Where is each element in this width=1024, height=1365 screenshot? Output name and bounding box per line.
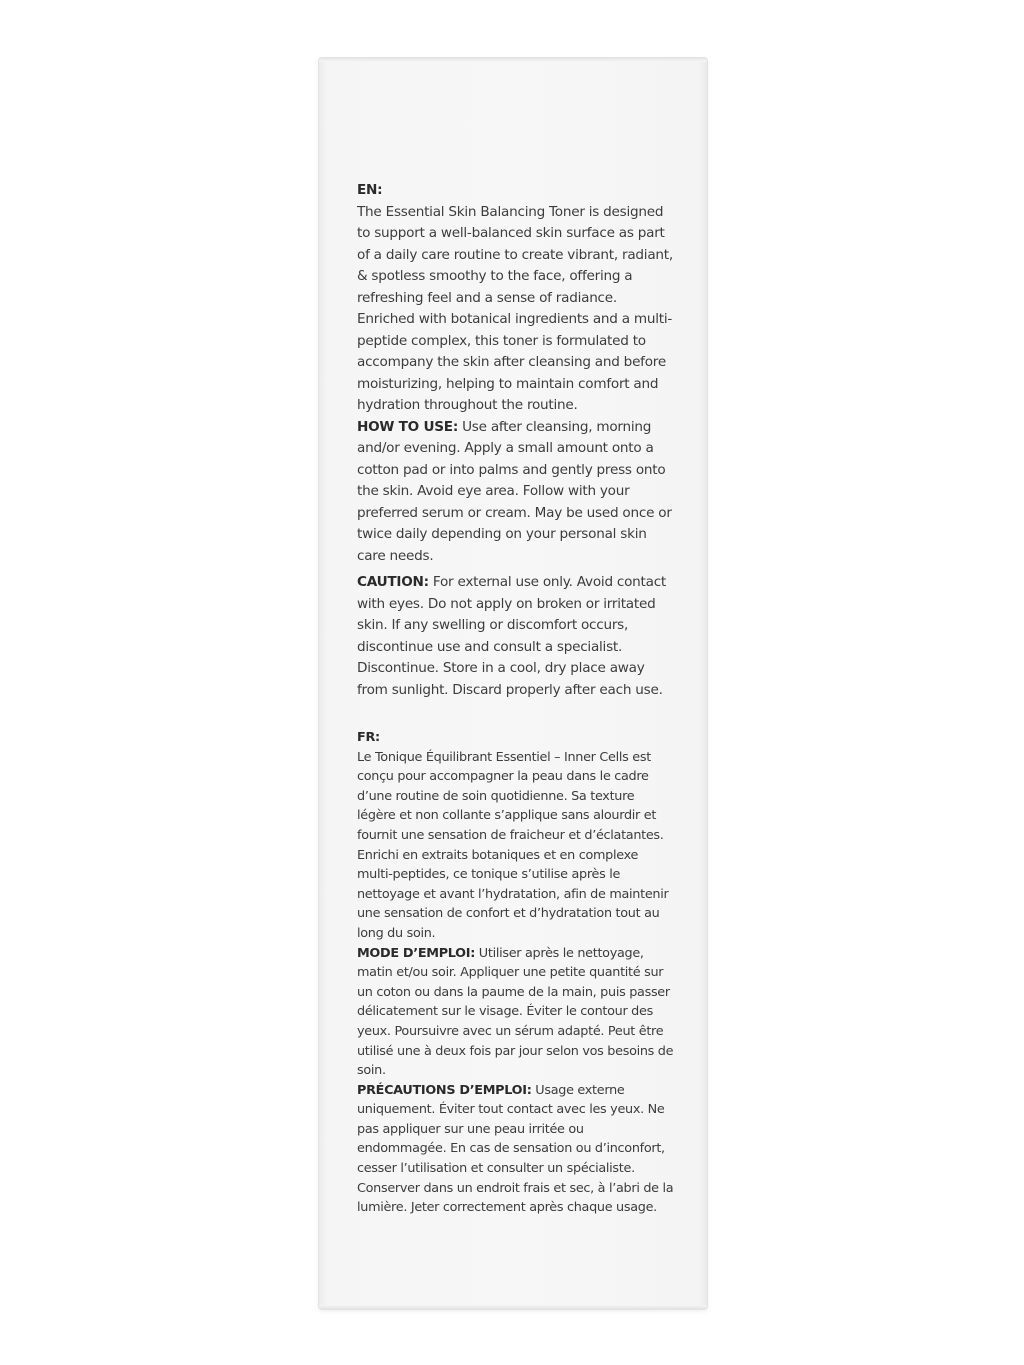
fr-mode-text: Utiliser après le nettoyage, matin et/ou soir. Appliquer une petite quantité sur un coton ou dans la paume de la main, puis passer délicatement sur le visage. Éviter le contour des yeux. Poursuivre avec un sérum adapté. Peut être utilisé une à deux fois par jour selon vos besoins de soin. xyxy=(357,945,674,1079)
french-section xyxy=(357,728,675,1218)
en-caution-label: CAUTION: xyxy=(357,574,429,590)
fr-mode-emploi xyxy=(357,944,675,1081)
en-how-to-use-text: Use after cleansing, morning and/or evening. Apply a small amount onto a cotton pad or into palms and gently press onto the skin. Avoid eye area. Follow with your preferred serum or cream. May be used once or twice daily depending on your personal skin care needs. xyxy=(357,418,672,564)
fr-heading: FR: xyxy=(357,730,380,745)
english-section xyxy=(357,180,675,701)
en-how-to-use-label: HOW TO USE: xyxy=(357,418,459,435)
fr-precautions-text: Usage externe uniquement. Éviter tout contact avec les yeux. Ne pas appliquer sur une peau irritée ou endommagée. En cas de sensation ou d’inconfort, cesser l’utilisation et consulter un spécialiste. Conserver dans un endroit frais et sec, à l’abri de la lumière. Jeter correctement après chaque usage. xyxy=(357,1082,674,1216)
en-caution-text: For external use only. Avoid contact with eyes. Do not apply on broken or irritated skin. If any swelling or discomfort occurs, discontinue use and consult a specialist. Discontinue. Store in a cool, dry place away from sunlight. Discard properly after each use. xyxy=(357,574,667,698)
fr-description: Le Tonique Équilibrant Essentiel – Inner Cells est conçu pour accompagner la peau dans le cadre d’une routine de soin quotidienne. Sa texture légère et non collante s’applique sans alourdir et fournit une sensation de fraicheur et d’éclatantes. Enrichi en extraits botaniques et en complexe multi-peptides, ce tonique s’utilise après le nettoyage et avant l’hydratation, afin de maintenir une sensation de confort et d’hydratation tout au long du soin. xyxy=(357,749,669,941)
en-how-to-use xyxy=(357,417,675,568)
en-heading: EN: xyxy=(357,182,383,198)
en-caution xyxy=(357,572,675,701)
en-description: The Essential Skin Balancing Toner is designed to support a well-balanced skin surface as part of a daily care routine to create vibrant, radiant, & spotless smoothy to the face, offering a refreshing feel and a sense of radiance. Enriched with botanical ingredients and a multi-peptide complex, this toner is formulated to accompany the skin after cleansing and before moisturizing, helping to maintain comfort and hydration throughout the routine. xyxy=(357,203,673,413)
fr-mode-label: MODE D’EMPLOI: xyxy=(357,945,476,961)
fr-precautions-label: PRÉCAUTIONS D’EMPLOI: xyxy=(357,1082,532,1098)
fr-precautions xyxy=(357,1081,675,1218)
